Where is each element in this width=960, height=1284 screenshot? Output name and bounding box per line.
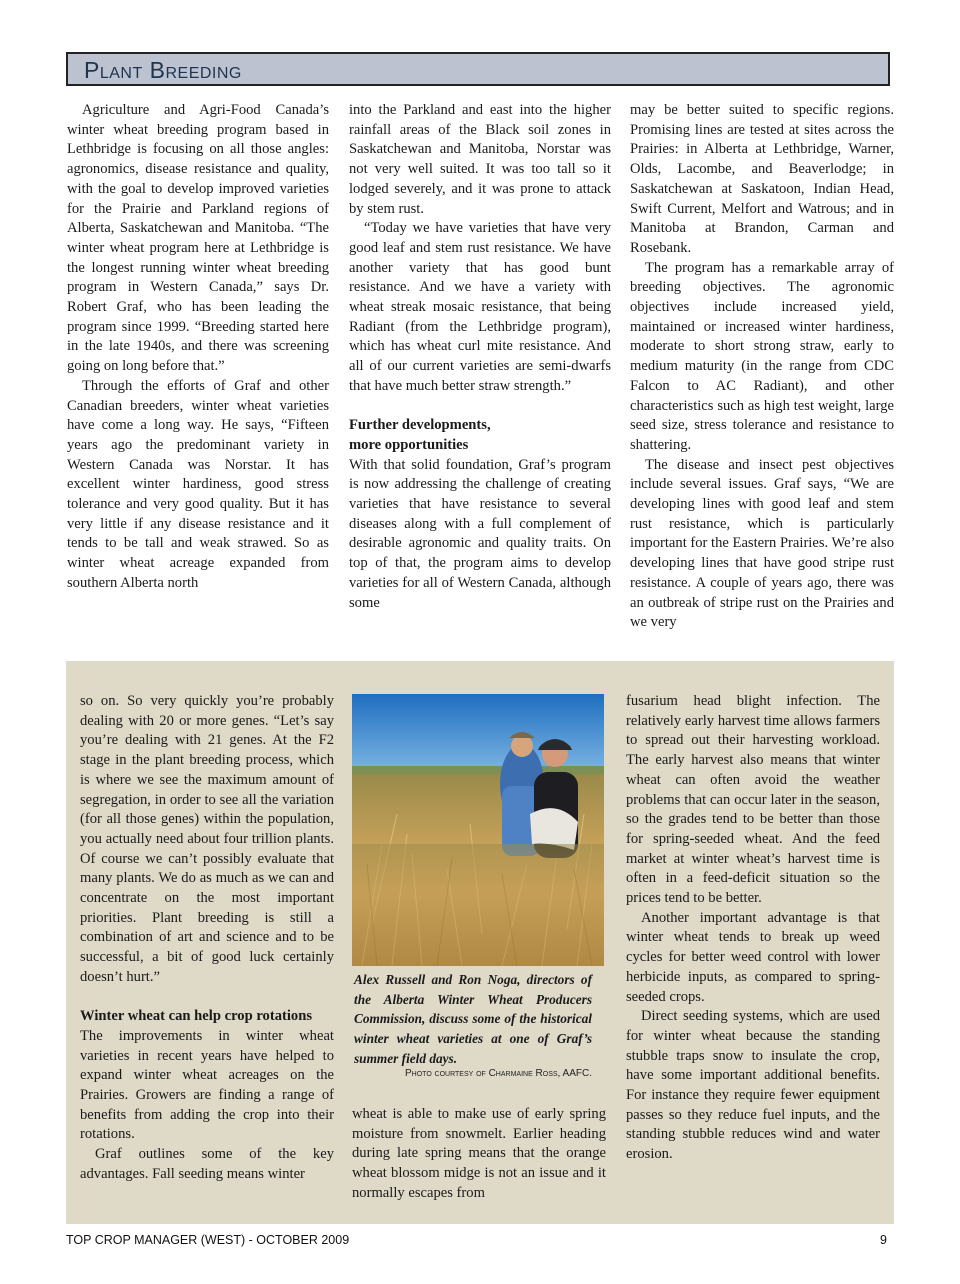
subheading: Winter wheat can help crop rotations <box>80 1008 313 1025</box>
subheading: more opportunities <box>349 436 469 453</box>
paragraph: The disease and insect pest objectives include several issues. Graf says, “We are developing lines with good leaf and stem rust resistance, which is particularly important for the Eastern Prairies. We’re also developing lines that have good stripe rust resistance. A couple of years ago, there was an outbreak of stripe rust on the Prairies and we very <box>630 456 894 631</box>
paragraph: The improvements in winter wheat varieties in recent years have helped to expand winter wheat acreages on the Prairies. Growers are finding a range of benefits from adding the crop into their rotations. <box>80 1027 334 1143</box>
sidebar-column-1 <box>80 692 334 1185</box>
paragraph: so on. So very quickly you’re probably dealing with 20 or more genes. “Let’s say you’re dealing with 21 genes. At the F2 stage in the plant breeding process, which is where we see the maximum amount of segregation, in order to see all the variation (for all those genes) within the population, you actually need about four trillion plants. Of course we can’t possibly evaluate that many plants. We do as much as we can and concentrate on the most important priorities. Plant breeding is still a combination of art and science and to be successful, a bit of good luck certainly doesn’t hurt.” <box>80 693 334 985</box>
paragraph: “Today we have varieties that have very good leaf and stem rust resistance. We have another variety that has good bunt resistance. And we have a variety with wheat streak mosaic resistance, that being Radiant (from the Lethbridge program), which has wheat curl mite resistance. And all of our current varieties are semi-dwarfs that have much better straw strength.” <box>349 220 611 394</box>
footer-publication: TOP CROP MANAGER (WEST) - OCTOBER 2009 <box>66 1233 350 1247</box>
article-column-3 <box>630 101 894 633</box>
field-photo-image <box>352 694 604 966</box>
paragraph: may be better suited to specific regions. Promising lines are tested at sites across the Prairies: in Alberta at Lethbridge, Warner, Olds, Lacombe, and Beaverlodge; in Saskatchewan at Saskatoon, Indian Head, Swift Current, Melfort and Watrous; and in Manitoba at Brandon, Carman and Rosebank. <box>630 102 894 256</box>
paragraph: fusarium head blight infection. The relatively early harvest time allows farmers to spread out their harvesting workload. The early harvest also means that winter wheat can often avoid the weather problems that can occur later in the season, so the grades tend to be better than those for spring-seeded wheat. And the feed market at winter wheat’s harvest time is often in a feed-deficit situation so the prices tend to be better. <box>626 693 880 907</box>
paragraph: With that solid foundation, Graf’s program is now addressing the challenge of creating varieties that have resistance to several diseases along with a full complement of desirable agronomic and quality traits. On top of that, the program aims to develop varieties for all of Western Canada, although some <box>349 456 611 611</box>
field-photo <box>352 694 604 966</box>
section-header <box>66 52 890 86</box>
paragraph: Through the efforts of Graf and other Canadian breeders, winter wheat varieties have come a long way. He says, “Fifteen years ago the predominant variety in Western Canada was Norstar. It has excellent winter hardiness, good stress tolerance and very good quality. But it has very little if any disease resistance and it tends to be tall and weak strawed. So as winter wheat acreage expanded from southern Alberta north <box>67 377 329 591</box>
page-number: 9 <box>880 1233 887 1247</box>
article-column-1 <box>67 101 329 594</box>
paragraph: into the Parkland and east into the higher rainfall areas of the Black soil zones in Saskatchewan and Manitoba, Norstar was not very well suited. It was too tall so it lodged severely, and it was prone to attack by stem rust. <box>349 102 611 217</box>
paragraph: The program has a remarkable array of breeding objectives. The agronomic objectives include increased yield, maintained or increased winter hardiness, moderate to short strong straw, early to medium maturity (in the range from CDC Falcon to AC Radiant), and other characteristics such as high test weight, large seed size, stress tolerance and resistance to shattering. <box>630 259 894 453</box>
subheading: Further developments, <box>349 417 491 434</box>
photo-caption: Alex Russell and Ron Noga, directors of the Alberta Winter Wheat Producers Commission, discuss some of the historical winter wheat varieties at one of Graf’s summer field days. <box>354 972 592 1066</box>
photo-credit: Photo courtesy of Charmaine Ross, AAFC. <box>405 1068 592 1079</box>
sidebar-column-2 <box>352 1105 606 1204</box>
sidebar-column-3 <box>626 692 880 1165</box>
paragraph: Direct seeding systems, which are used for winter wheat because the standing stubble traps snow to insulate the crop, have some important additional benefits. For instance they require fewer equipment passes so they reduce fuel inputs, and the standing stubble reduces wind and water erosion. <box>626 1008 880 1163</box>
paragraph: Graf outlines some of the key advantages. Fall seeding means winter <box>80 1146 334 1182</box>
paragraph: Agriculture and Agri-Food Canada’s winter wheat breeding program based in Lethbridge is focusing on all those angles: agronomics, disease resistance and quality, with the goal to develop improved varieties for the Prairie and Parkland regions of Alberta, Saskatchewan and Manitoba. “The winter wheat program here at Lethbridge is the longest running winter wheat breeding program in Western Canada,” says Dr. Robert Graf, who has been leading the program since 1999. “Breeding started here in the late 1940s, and there was screening going on long before that.” <box>67 102 329 375</box>
article-column-2 <box>349 101 611 613</box>
section-title: Plant Breeding <box>84 57 242 83</box>
paragraph: wheat is able to make use of early spring moisture from snowmelt. Earlier heading during late spring means that the orange wheat blossom midge is not an issue and it normally escapes from <box>352 1106 606 1201</box>
paragraph: Another important advantage is that winter wheat tends to break up weed cycles for better weed control with lower herbicide inputs, as compared to spring-seeded crops. <box>626 909 880 1005</box>
